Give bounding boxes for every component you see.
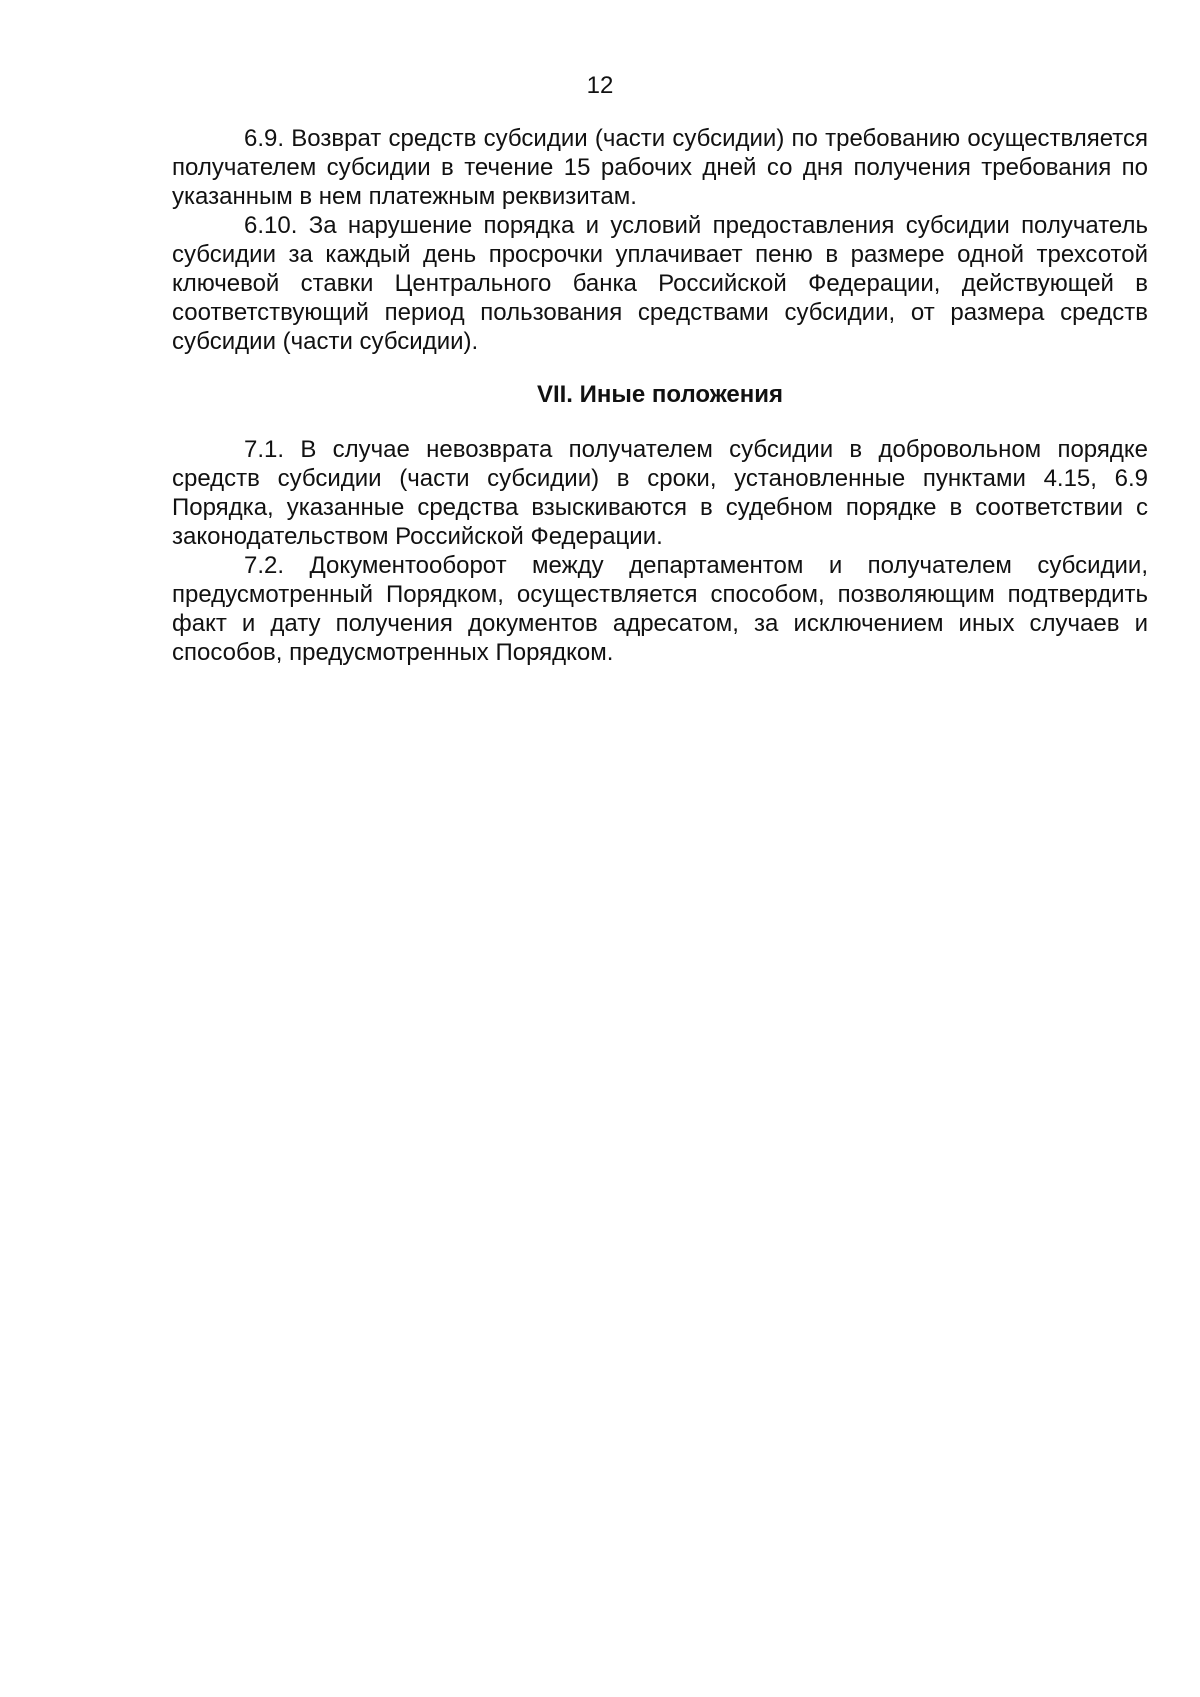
paragraph-7-2: 7.2. Документооборот между департаментом и получателем субсидии, предусмотренный Порядком, осуществляется способом, позволяющим подтвердить факт и дату получения документов адресатом, за исключением иных случаев и способов, предусмотренных Порядком. <box>172 552 1148 666</box>
page-number: 12 <box>586 72 614 99</box>
document-body <box>172 124 1148 667</box>
paragraph-7-1: 7.1. В случае невозврата получателем субсидии в добровольном порядке средств субсидии (части субсидии) в сроки, установленные пунктами 4.15, 6.9 Порядка, указанные средства взыскиваются в судебном порядке в соответствии с законодательством Российской Федерации. <box>172 436 1148 550</box>
paragraph-6-10: 6.10. За нарушение порядка и условий предоставления субсидии получатель субсидии за каждый день просрочки уплачивает пеню в размере одной трехсотой ключевой ставки Центрального банка Российской Федерации, действующей в соответствующий период пользования средствами субсидии, от размера средств субсидии (части субсидии). <box>172 212 1148 355</box>
section-heading: VII. Иные положения <box>536 381 784 408</box>
paragraph-6-9: 6.9. Возврат средств субсидии (части субсидии) по требованию осуществляется получателем субсидии в течение 15 рабочих дней со дня получения требования по указанным в нем платежным реквизитам. <box>172 125 1148 210</box>
